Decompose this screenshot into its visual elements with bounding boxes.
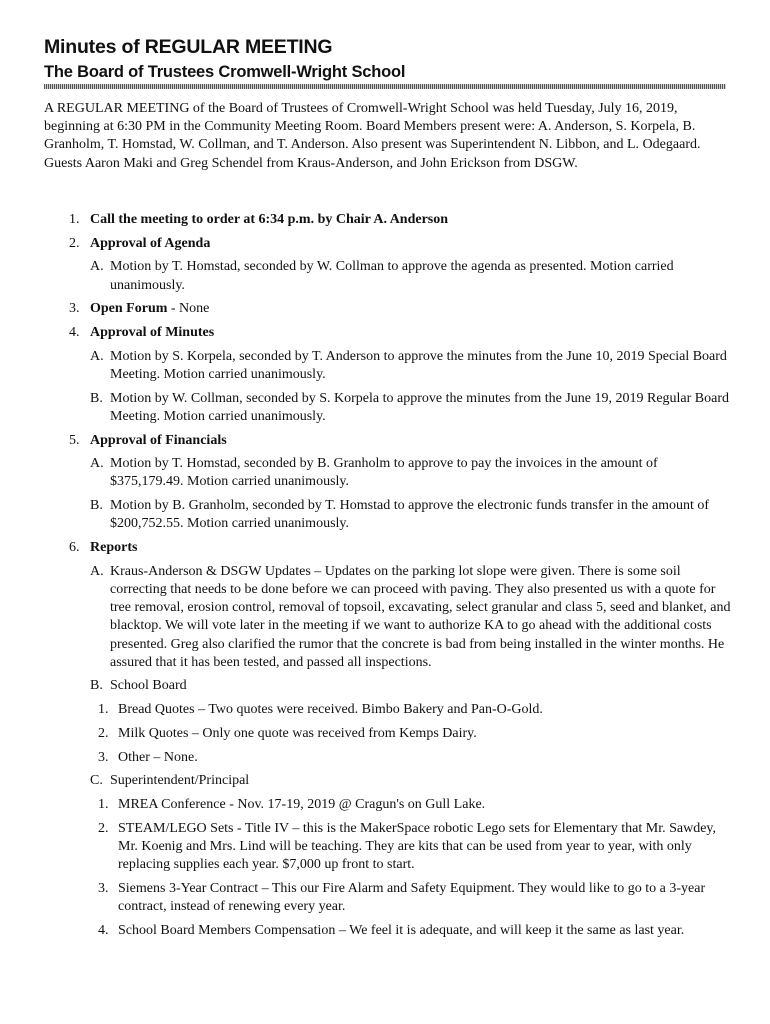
sub-item-mark: A. <box>90 456 104 472</box>
agenda-item <box>44 324 734 342</box>
sub-item <box>44 390 734 426</box>
sub-item-text: Motion by W. Collman, seconded by S. Korpela to approve the minutes from the June 19, 2019 Regular Board Meeting. Motion carried unanimously. <box>110 390 730 424</box>
sub-item-text: Motion by T. Homstad, seconded by B. Granholm to approve to pay the invoices in the amount of $375,179.49. Motion carried unanimously. <box>110 456 658 490</box>
item-rest: - None <box>167 301 210 317</box>
item-heading: Approval of Agenda <box>90 235 211 251</box>
nested-sub-item-mark: 1. <box>98 796 109 812</box>
sub-item-text: Motion by T. Homstad, seconded by W. Collman to approve the agenda as presented. Motion carried unanimously. <box>110 259 674 293</box>
agenda-item <box>44 211 734 229</box>
nested-sub-item-text: Siemens 3-Year Contract – This our Fire Alarm and Safety Equipment. They would like to go to a 3-year contract, instead of renewing every year. <box>118 880 706 914</box>
nested-sub-item-text: Other – None. <box>118 749 198 765</box>
nested-sub-item <box>44 749 734 767</box>
agenda-item <box>44 432 734 450</box>
nested-sub-item-text: STEAM/LEGO Sets - Title IV – this is the MakerSpace robotic Lego sets for Elementary that Mr. Sawdey, Mr. Koenig and Mrs. Lind will be teaching. They are kits that can be used from year to year, with only replacing supplies each year. $7,000 up front to start. <box>118 820 717 873</box>
sub-item <box>44 455 734 491</box>
agenda-item <box>44 539 734 557</box>
document-subtitle: The Board of Trustees Cromwell-Wright School <box>44 63 406 81</box>
sub-item-text: Motion by S. Korpela, seconded by T. Anderson to approve the minutes from the June 10, 2019 Special Board Meeting. Motion carried unanimously. <box>110 348 727 382</box>
nested-sub-item-text: Milk Quotes – Only one quote was received from Kemps Dairy. <box>118 725 477 741</box>
sub-item-mark: B. <box>90 498 103 514</box>
nested-sub-item <box>44 922 734 940</box>
item-number: 6. <box>69 540 80 556</box>
agenda-list <box>44 211 734 945</box>
nested-sub-item-mark: 4. <box>98 922 109 938</box>
sub-item-text: School Board <box>110 678 187 694</box>
sub-item <box>44 258 734 294</box>
sub-item-mark: C. <box>90 773 103 789</box>
nested-sub-item <box>44 796 734 814</box>
sub-item-mark: B. <box>90 678 103 694</box>
item-number: 4. <box>69 325 80 341</box>
sub-item-text: Superintendent/Principal <box>110 773 250 789</box>
agenda-item <box>44 235 734 253</box>
nested-sub-item-text: Bread Quotes – Two quotes were received. Bimbo Bakery and Pan-O-Gold. <box>118 702 543 718</box>
sub-item-text: Motion by B. Granholm, seconded by T. Homstad to approve the electronic funds transfer in the amount of $200,752.55. Motion carried unanimously. <box>110 498 710 532</box>
nested-sub-item-mark: 3. <box>98 880 109 896</box>
item-heading: Call the meeting to order at 6:34 p.m. by Chair A. Anderson <box>90 212 449 227</box>
nested-sub-item-mark: 3. <box>98 749 109 765</box>
item-heading: Reports <box>90 540 138 556</box>
nested-sub-item <box>44 701 734 719</box>
title-rule <box>44 84 726 89</box>
sub-item <box>44 772 734 790</box>
nested-sub-item-text: School Board Members Compensation – We feel it is adequate, and will keep it the same as last year. <box>118 922 685 938</box>
item-number: 1. <box>69 212 80 227</box>
sub-item <box>44 563 734 672</box>
item-number: 3. <box>69 301 80 317</box>
sub-item-mark: A. <box>90 563 104 579</box>
sub-item <box>44 348 734 384</box>
sub-item-text: Kraus-Anderson & DSGW Updates – Updates on the parking lot slope were given. There is some soil correcting that needs to be done before we can proceed with paving. They also presented us with a quote for tree removal, erosion control, removal of topsoil, excavating, select granular and class 5, seed and blanket, and blacktop. We will vote later in the meeting if we want to authorize KA to go ahead with the additional costs presented. Greg also clarified the rumor that the concrete is bad from being installed in the winter months. He assured that it has been tested, and passed all inspections. <box>110 563 731 670</box>
nested-sub-item <box>44 880 734 916</box>
sub-item-mark: A. <box>90 348 104 364</box>
nested-sub-item <box>44 725 734 743</box>
agenda-item <box>44 300 734 318</box>
sub-item <box>44 677 734 695</box>
nested-sub-item <box>44 820 734 875</box>
sub-item-mark: B. <box>90 390 103 406</box>
intro-paragraph: A REGULAR MEETING of the Board of Trustees of Cromwell-Wright School was held Tuesday, July 16, 2019, beginning at 6:30 PM in the Community Meeting Room. Board Members present were: A. Anderson, S. Korpela, B. Granholm, T. Homstad, W. Collman, and T. Anderson. Also present was Superintendent N. Libbon, and L. Odegaard. Guests Aaron Maki and Greg Schendel from Kraus-Anderson, and John Erickson from DSGW. <box>44 101 701 171</box>
nested-sub-item-mark: 2. <box>98 725 109 741</box>
sub-item <box>44 497 734 533</box>
nested-sub-item-text: MREA Conference - Nov. 17-19, 2019 @ Cragun's on Gull Lake. <box>118 796 486 812</box>
item-heading: Approval of Minutes <box>90 325 215 341</box>
document-title: Minutes of REGULAR MEETING <box>44 36 333 58</box>
sub-item-mark: A. <box>90 259 104 275</box>
item-number: 5. <box>69 432 80 448</box>
nested-sub-item-mark: 1. <box>98 702 109 718</box>
nested-sub-item-mark: 2. <box>98 820 109 836</box>
item-heading: Open Forum <box>90 301 168 317</box>
item-number: 2. <box>69 235 80 251</box>
item-heading: Approval of Financials <box>90 432 227 448</box>
